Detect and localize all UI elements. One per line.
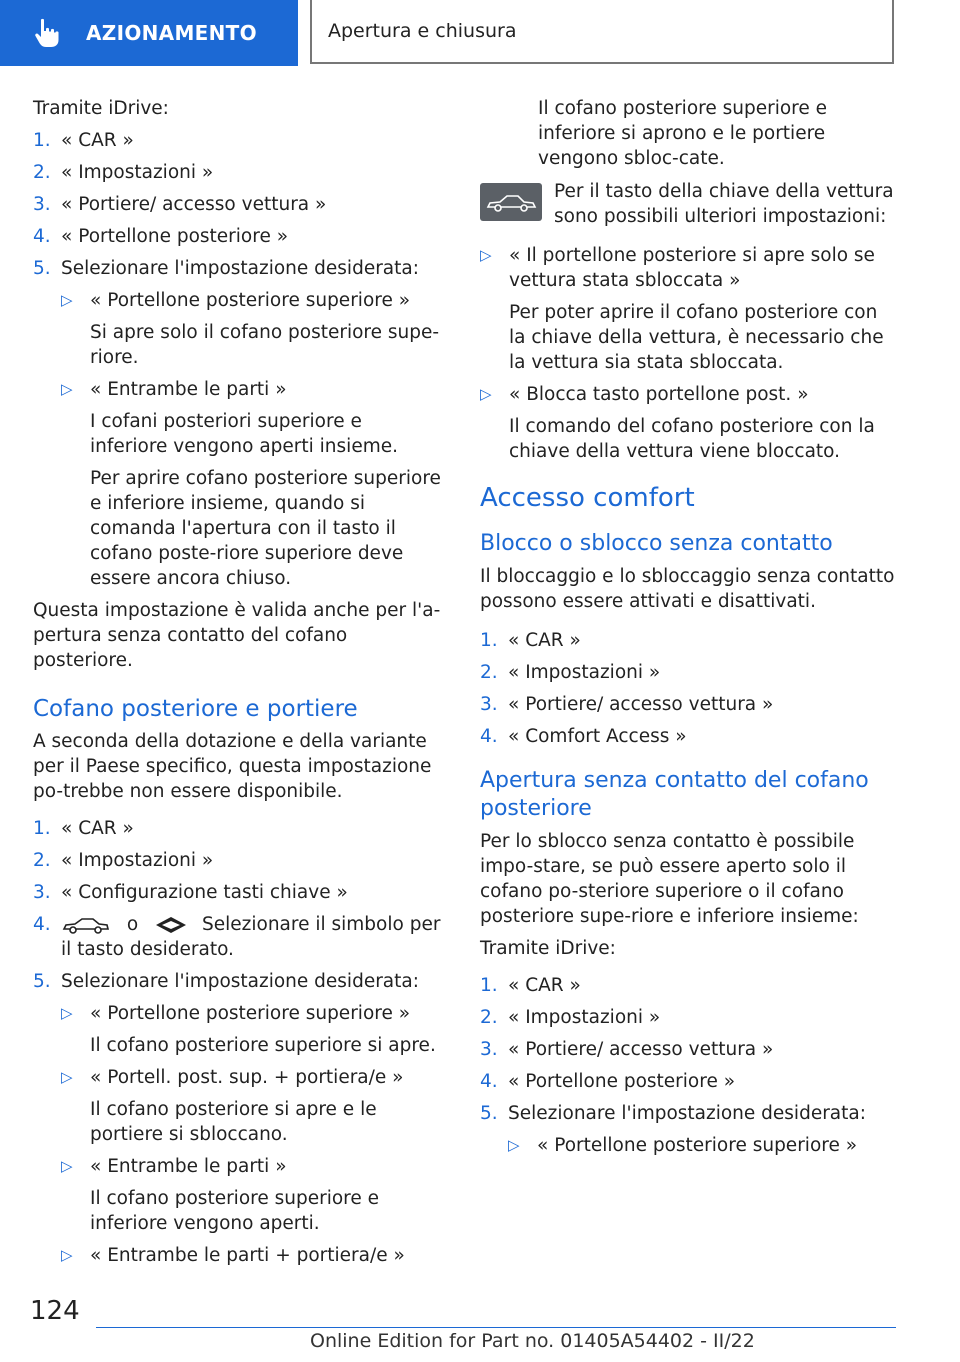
option-title: « Entrambe le parti » [90,379,287,400]
car-key-icon [480,183,542,221]
intro-text-2: Tramite iDrive: [480,938,616,959]
step-text: Selezionare il simbolo per il tasto desiderato. [61,914,441,960]
triangle-bullet-icon: ▷ [61,1157,73,1175]
option-desc: Si apre solo il cofano posteriore supe-riore. [90,322,440,368]
subsection-title: Apertura e chiusura [328,20,517,42]
step-text: « Impostazioni » [61,850,214,871]
intro-text: Tramite iDrive: [33,98,169,119]
option-desc: I cofani posteriori superiore e inferiore vengono aperti insieme. [90,411,398,457]
sub-option [61,1154,443,1236]
step-text: Selezionare l'impostazione desiderata: [61,258,419,279]
option-desc: Per poter aprire il cofano posteriore con la chiave della vettura, è necessario che la vettura sia stata sbloccata. [509,302,884,373]
heading-cofano: Cofano posteriore e portiere [33,696,358,722]
key-note: Per il tasto della chiave della vettura sono possibili ulteriori impostazioni: [554,181,894,227]
list-item [480,692,898,717]
step-text: « Impostazioni » [508,1007,661,1028]
steps-list-3 [480,628,898,749]
step-number: 1. [33,818,51,839]
step-text: « CAR » [508,975,581,996]
list-item [480,973,898,998]
steps-list-2 [33,816,443,1268]
step-text: Selezionare l'impostazione desiderata: [61,971,419,992]
sub-option [480,382,898,464]
section-title: AZIONAMENTO [86,21,257,45]
option-title: « Entrambe le parti + portiera/e » [90,1245,405,1266]
step-text: « Impostazioni » [61,162,214,183]
triangle-bullet-icon: ▷ [61,1004,73,1022]
step-text: « Configurazione tasti chiave » [61,882,348,903]
key-note-row [480,179,898,229]
list-item [33,848,443,873]
right-column [480,96,898,1165]
note-text: Questa impostazione è valida anche per l'a-pertura senza contatto del cofano posteriore. [33,600,441,671]
heading-apertura: Apertura senza contatto del cofano posteriore [480,768,869,821]
cofano-intro: A seconda della dotazione e della variante per il Paese specifico, questa impostazione po-trebbe non essere disponibile. [33,731,432,802]
step-number: 4. [480,726,498,747]
steps-list-4 [480,973,898,1158]
step-number: 2. [480,1007,498,1028]
option-title: « Portell. post. sup. + portiera/e » [90,1067,404,1088]
sub-option [61,1243,443,1268]
sub-option [61,288,443,370]
footer-divider [96,1327,896,1328]
step-number: 5. [480,1103,498,1124]
list-item [33,816,443,841]
list-item [480,628,898,653]
edition-text: Online Edition for Part no. 01405A54402 - II/22 [310,1330,755,1352]
steps-list-1 [33,128,443,591]
option-desc: Il cofano posteriore si apre e le portiere si sbloccano. [90,1099,377,1145]
option-desc: Il cofano posteriore superiore e inferiore vengono aperti. [90,1188,379,1234]
key-options [480,243,898,464]
list-item [480,660,898,685]
step-number: 5. [33,258,51,279]
step-text: « CAR » [508,630,581,651]
list-item [480,1005,898,1030]
continuation-text: Il cofano posteriore superiore e inferiore si aprono e le portiere vengono sbloc-cate. [538,98,827,169]
sub-options [61,1001,443,1268]
triangle-bullet-icon: ▷ [508,1136,520,1154]
list-item [480,1101,898,1158]
step-number: 2. [480,662,498,683]
step-number: 3. [480,1039,498,1060]
list-item [33,912,443,962]
option-title: « Portellone posteriore superiore » [537,1135,858,1156]
step-text: « Portiere/ accesso vettura » [508,694,774,715]
list-item [480,1037,898,1062]
option-desc: Per aprire cofano posteriore superiore e inferiore insieme, quando si comanda l'apertura con il tasto il cofano poste-riore superiore deve essere ancora chiuso. [90,468,441,589]
triangle-bullet-icon: ▷ [61,291,73,309]
list-item [33,128,443,153]
sub-option [480,243,898,375]
hand-pointer-icon [30,16,64,50]
step-text: « CAR » [61,130,134,151]
apertura-intro: Per lo sblocco senza contatto è possibile impo-stare, se può essere aperto solo il cofano po-steriore superiore o il cofano posteriore supe-riore e inferiore insieme: [480,831,859,927]
list-item [33,256,443,591]
step-text: « Impostazioni » [508,662,661,683]
step-text: « Portellone posteriore » [61,226,289,247]
step-number: 4. [33,226,51,247]
blocco-intro: Il bloccaggio e lo sbloccaggio senza contatto possono essere attivati e disattivati. [480,566,895,612]
step-text: « Portellone posteriore » [508,1071,736,1092]
option-title: « Entrambe le parti » [90,1156,287,1177]
option-title: « Portellone posteriore superiore » [90,1003,411,1024]
list-item [33,160,443,185]
triangle-bullet-icon: ▷ [61,380,73,398]
section-tab [0,0,298,66]
step-number: 2. [33,850,51,871]
page-header [0,0,960,66]
step-text: « Portiere/ accesso vettura » [508,1039,774,1060]
step-number: 3. [33,882,51,903]
step-number: 5. [33,971,51,992]
step-text: « Portiere/ accesso vettura » [61,194,327,215]
list-item [480,1069,898,1094]
heading-comfort: Accesso comfort [480,483,695,513]
subsection-tab [310,0,894,64]
triangle-bullet-icon: ▷ [480,385,492,403]
sub-option [508,1133,898,1158]
list-item [480,724,898,749]
step-number: 1. [33,130,51,151]
sub-options [61,288,443,591]
step-number: 2. [33,162,51,183]
step-text: Selezionare l'impostazione desiderata: [508,1103,866,1124]
triangle-bullet-icon: ▷ [480,246,492,264]
left-column [33,96,443,1275]
list-item [33,224,443,249]
car-outline-icon [61,915,111,935]
triangle-bullet-icon: ▷ [61,1068,73,1086]
sub-option [61,1001,443,1058]
diamond-chevron-icon [154,915,188,935]
sub-options [508,1133,898,1158]
page-number: 124 [30,1296,80,1326]
option-desc: Il cofano posteriore superiore si apre. [90,1035,436,1056]
step-number: 4. [480,1071,498,1092]
list-item [33,192,443,217]
triangle-bullet-icon: ▷ [61,1246,73,1264]
step-text: « CAR » [61,818,134,839]
option-title: « Blocca tasto portellone post. » [509,384,809,405]
step-number: 4. [33,914,51,935]
sub-option [61,1065,443,1147]
option-title: « Portellone posteriore superiore » [90,290,411,311]
option-title: « Il portellone posteriore si apre solo se vettura stata sbloccata » [509,245,875,291]
heading-blocco: Blocco o sblocco senza contatto [480,531,833,556]
or-text: o [126,914,139,935]
sub-option [61,377,443,591]
step-number: 1. [480,630,498,651]
step-number: 3. [33,194,51,215]
step-number: 3. [480,694,498,715]
list-item [33,880,443,905]
step-number: 1. [480,975,498,996]
list-item [33,969,443,1268]
option-desc: Il comando del cofano posteriore con la chiave della vettura viene bloccato. [509,416,875,462]
step-text: « Comfort Access » [508,726,687,747]
